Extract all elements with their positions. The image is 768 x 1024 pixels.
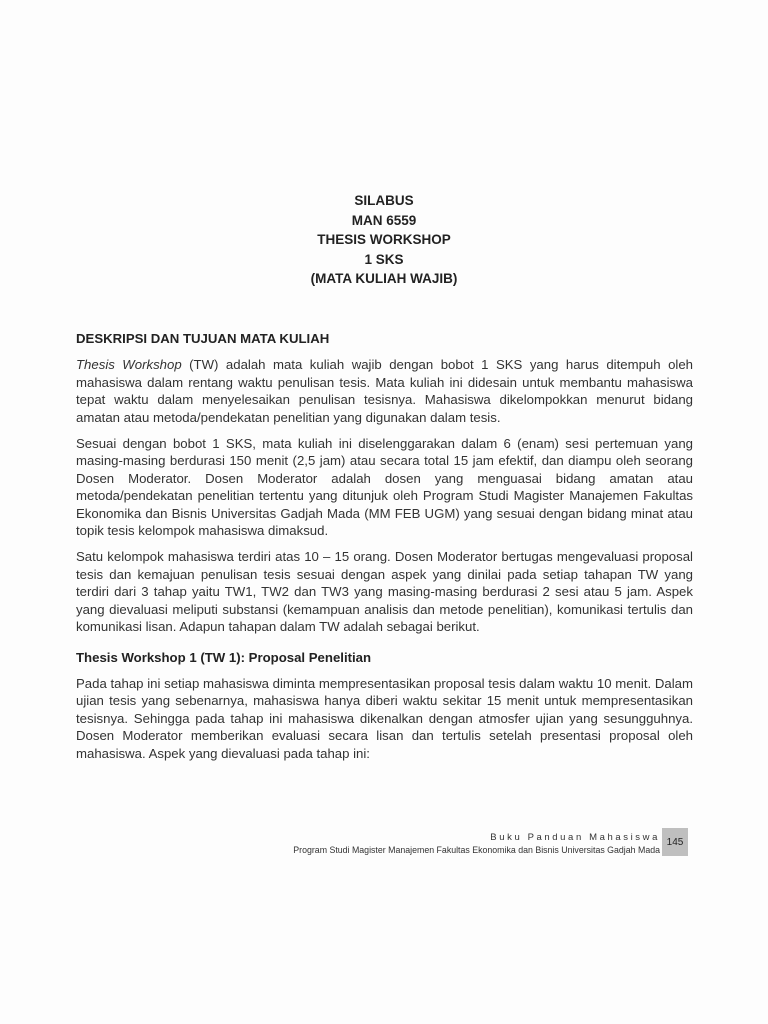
syllabus-title — [0, 191, 768, 289]
paragraph-description — [76, 356, 693, 426]
italic-term: Thesis Workshop — [76, 357, 182, 373]
title-line-course-code: MAN 6559 — [351, 212, 417, 228]
title-line-course-name: THESIS WORKSHOP — [317, 232, 451, 247]
page-footer — [293, 832, 660, 855]
paragraph-sessions: Sesuai dengan bobot 1 SKS, mata kuliah ini diselenggarakan dalam 6 (enam) sesi pertemuan yang masing-masing berdurasi 150 menit (2,5 jam) atau secara total 15 jam efektif, dan diampu oleh seorang Dosen Moderator. Dosen Moderator adalah dosen yang menguasai bidang amatan atau metoda/pendekatan penelitian tertentu yang ditunjuk oleh Program Studi Magister Manajemen Fakultas Ekonomika dan Bisnis Universitas Gadjah Mada (MM FEB UGM) yang sesuai dengan bidang minat atau topik tesis kelompok mahasiswa dimaksud. — [76, 436, 693, 539]
paragraph-tw1: Pada tahap ini setiap mahasiswa diminta mempresentasikan proposal tesis dalam waktu 10 menit. Dalam ujian tesis yang sebenarnya, mahasiswa hanya diberi waktu sekitar 15 menit untuk mempresentasikan tesisnya. Sehingga pada tahap ini mahasiswa dikenalkan dengan atmosfer ujian yang sesungguhnya. Dosen Moderator memberikan evaluasi secara lisan dan tertulis setelah presentasi proposal oleh mahasiswa. Aspek yang dievaluasi pada tahap ini: — [76, 675, 693, 761]
footer-institution: Program Studi Magister Manajemen Fakultas Ekonomika dan Bisnis Universitas Gadjah Mada — [293, 845, 660, 855]
subsection-heading: Thesis Workshop 1 (TW 1): Proposal Penelitian — [76, 649, 372, 665]
paragraph-groups: Satu kelompok mahasiswa terdiri atas 10 – 15 orang. Dosen Moderator bertugas mengevaluasi proposal tesis dan kemajuan penulisan tesis sesuai dengan aspek yang dinilai pada setiap tahapan TW yang terdiri dari 3 tahap yaitu TW1, TW2 dan TW3 yang masing-masing berdurasi 2 sesi atau 5 jam. Aspek yang dievaluasi meliputi substansi (kemampuan analisis dan metode penelitian), komunikasi tertulis dan komunikasi lisan. Adapun tahapan dalam TW adalah sebagai berikut. — [76, 549, 693, 635]
title-line-silabus: SILABUS — [354, 193, 414, 208]
title-line-credits: 1 SKS — [364, 251, 404, 267]
footer-book-title: Buku Panduan Mahasiswa — [490, 832, 660, 843]
section-heading: DESKRIPSI DAN TUJUAN MATA KULIAH — [76, 331, 330, 346]
title-line-course-type: (MATA KULIAH WAJIB) — [310, 271, 458, 286]
page-number: 145 — [662, 828, 688, 856]
paragraph-description-text: (TW) adalah mata kuliah wajib dengan bobot 1 SKS yang harus ditempuh oleh mahasiswa dalam rentang waktu penulisan tesis. Mata kuliah ini didesain untuk membantu mahasiswa tepat waktu dalam menyelesaikan penulisan tesisnya. Mahasiswa dikelompokkan menurut bidang amatan atau metoda/pendekatan penelitian yang digunakan dalam tesis. — [76, 357, 694, 425]
document-body — [76, 330, 693, 771]
